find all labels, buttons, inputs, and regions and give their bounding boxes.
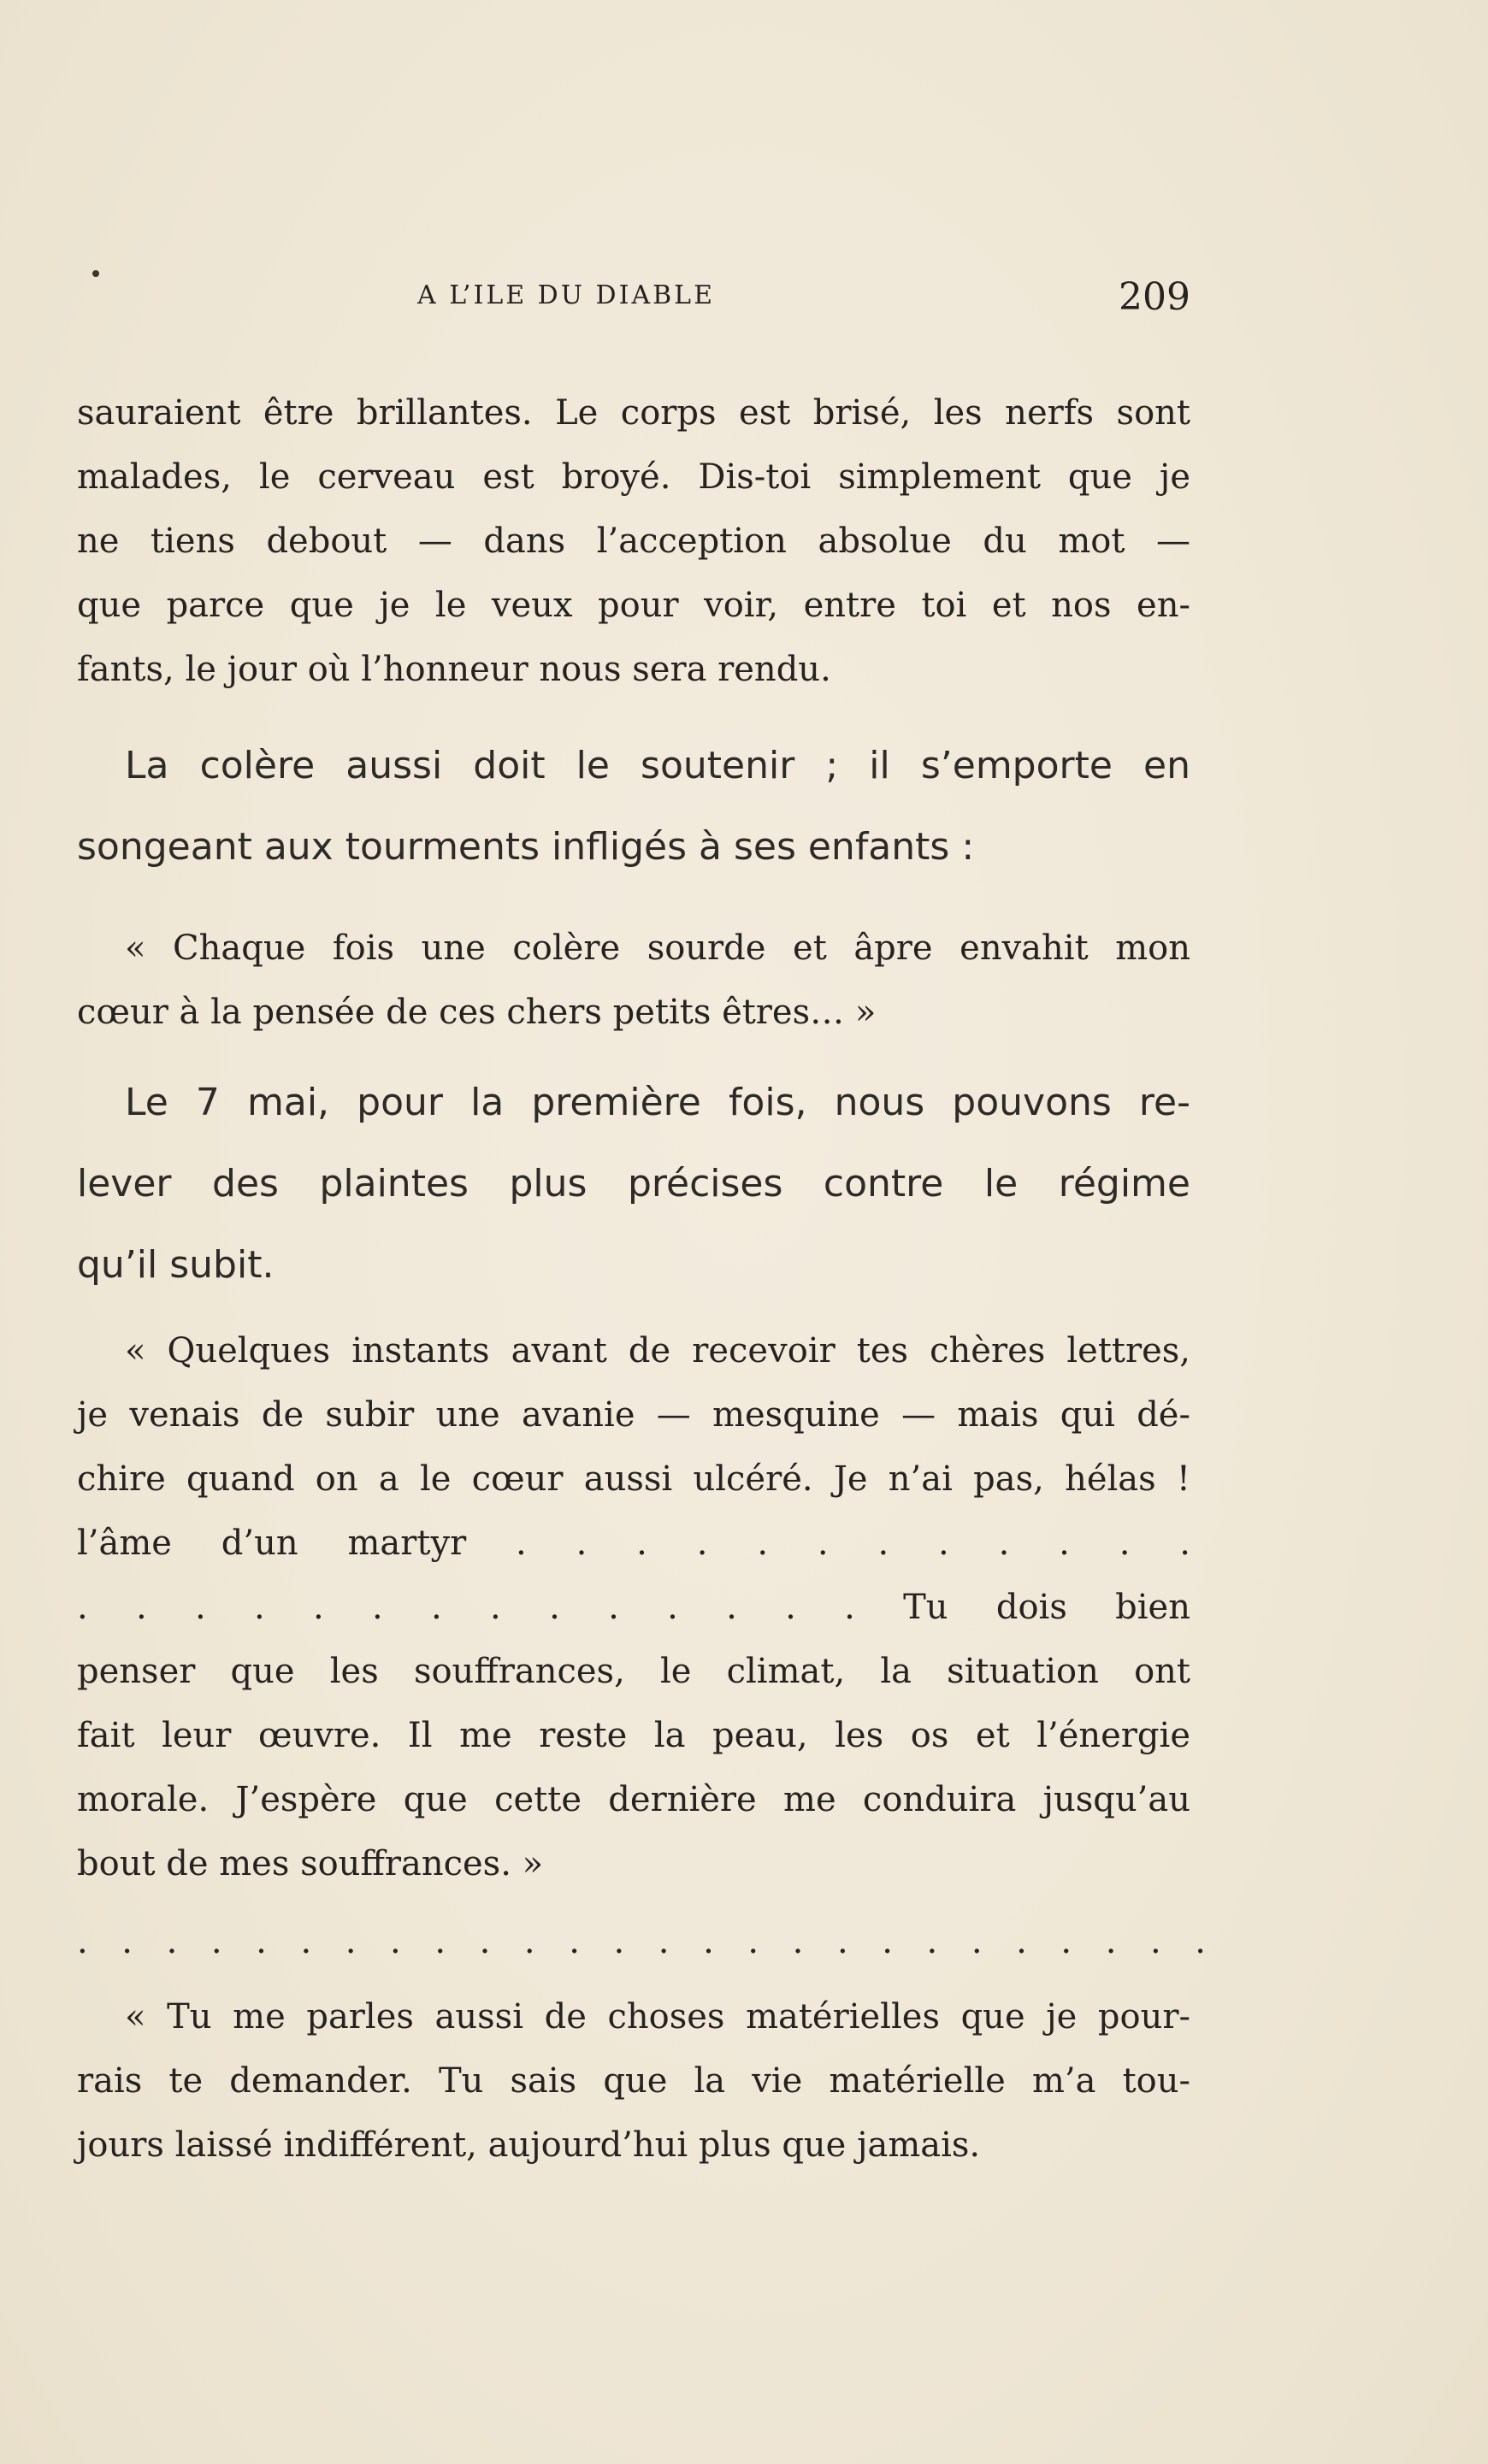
text-line: cœur à la pensée de ces chers petits êtres… »: [77, 993, 877, 1032]
text-line: rais te demander. Tu sais que la vie matérielle m’a tou-: [77, 2061, 1190, 2101]
text-line: Le 7 mai, pour la première fois, nous pouvons re-: [125, 1081, 1190, 1124]
text-line: « Tu me parles aussi de choses matérielles que je pour-: [125, 1997, 1190, 2037]
text-line: . . . . . . . . . . . . . . Tu dois bien: [77, 1588, 1190, 1627]
text-line: bout de mes souffrances. »: [77, 1844, 544, 1883]
paragraph-quote-material: [77, 1985, 1190, 2178]
text-line: malades, le cerveau est broyé. Dis-toi simplement que je: [77, 457, 1190, 497]
text-line: ne tiens debout — dans l’acception absolue du mot —: [77, 522, 1190, 561]
ellipsis-row: . . . . . . . . . . . . . . . . . . . . . . . . . .: [77, 1922, 1206, 1961]
text-line: songeant aux tourments infligés à ses enfants :: [77, 825, 975, 869]
paragraph-letter-continuation: [77, 381, 1190, 702]
text-line: chire quand on a le cœur aussi ulcéré. Je n’ai pas, hélas !: [77, 1459, 1190, 1499]
paragraph-quote-children: [77, 917, 1190, 1045]
running-title: A L’ILE DU DIABLE: [417, 280, 715, 310]
page-number: 209: [1119, 275, 1190, 319]
text-line: La colère aussi doit le soutenir ; il s’emporte en: [125, 744, 1190, 787]
text-line: sauraient être brillantes. Le corps est brisé, les nerfs sont: [77, 393, 1190, 433]
text-line: que parce que je le veux pour voir, entre toi et nos en-: [77, 586, 1190, 625]
page-header: [77, 275, 1190, 327]
text-line: morale. J’espère que cette dernière me conduira jusqu’au: [77, 1780, 1190, 1819]
text-line: « Chaque fois une colère sourde et âpre envahit mon: [125, 928, 1190, 968]
paragraph-commentary-anger: [77, 725, 1190, 887]
paragraph-quote-avanie: [77, 1319, 1190, 1896]
paragraph-commentary-may: [77, 1062, 1190, 1306]
text-line: je venais de subir une avanie — mesquine — mais qui dé-: [77, 1395, 1190, 1435]
text-line: « Quelques instants avant de recevoir tes chères lettres,: [125, 1331, 1190, 1371]
text-line: qu’il subit.: [77, 1243, 275, 1287]
text-line: lever des plaintes plus précises contre le régime: [77, 1162, 1190, 1205]
text-line: jours laissé indifférent, aujourd’hui plus que jamais.: [77, 2125, 981, 2165]
text-line: fants, le jour où l’honneur nous sera rendu.: [77, 650, 831, 689]
text-line: penser que les souffrances, le climat, la situation ont: [77, 1652, 1190, 1691]
text-line: l’âme d’un martyr . . . . . . . . . . . .: [77, 1524, 1190, 1563]
text-line: fait leur œuvre. Il me reste la peau, les os et l’énergie: [77, 1716, 1190, 1755]
